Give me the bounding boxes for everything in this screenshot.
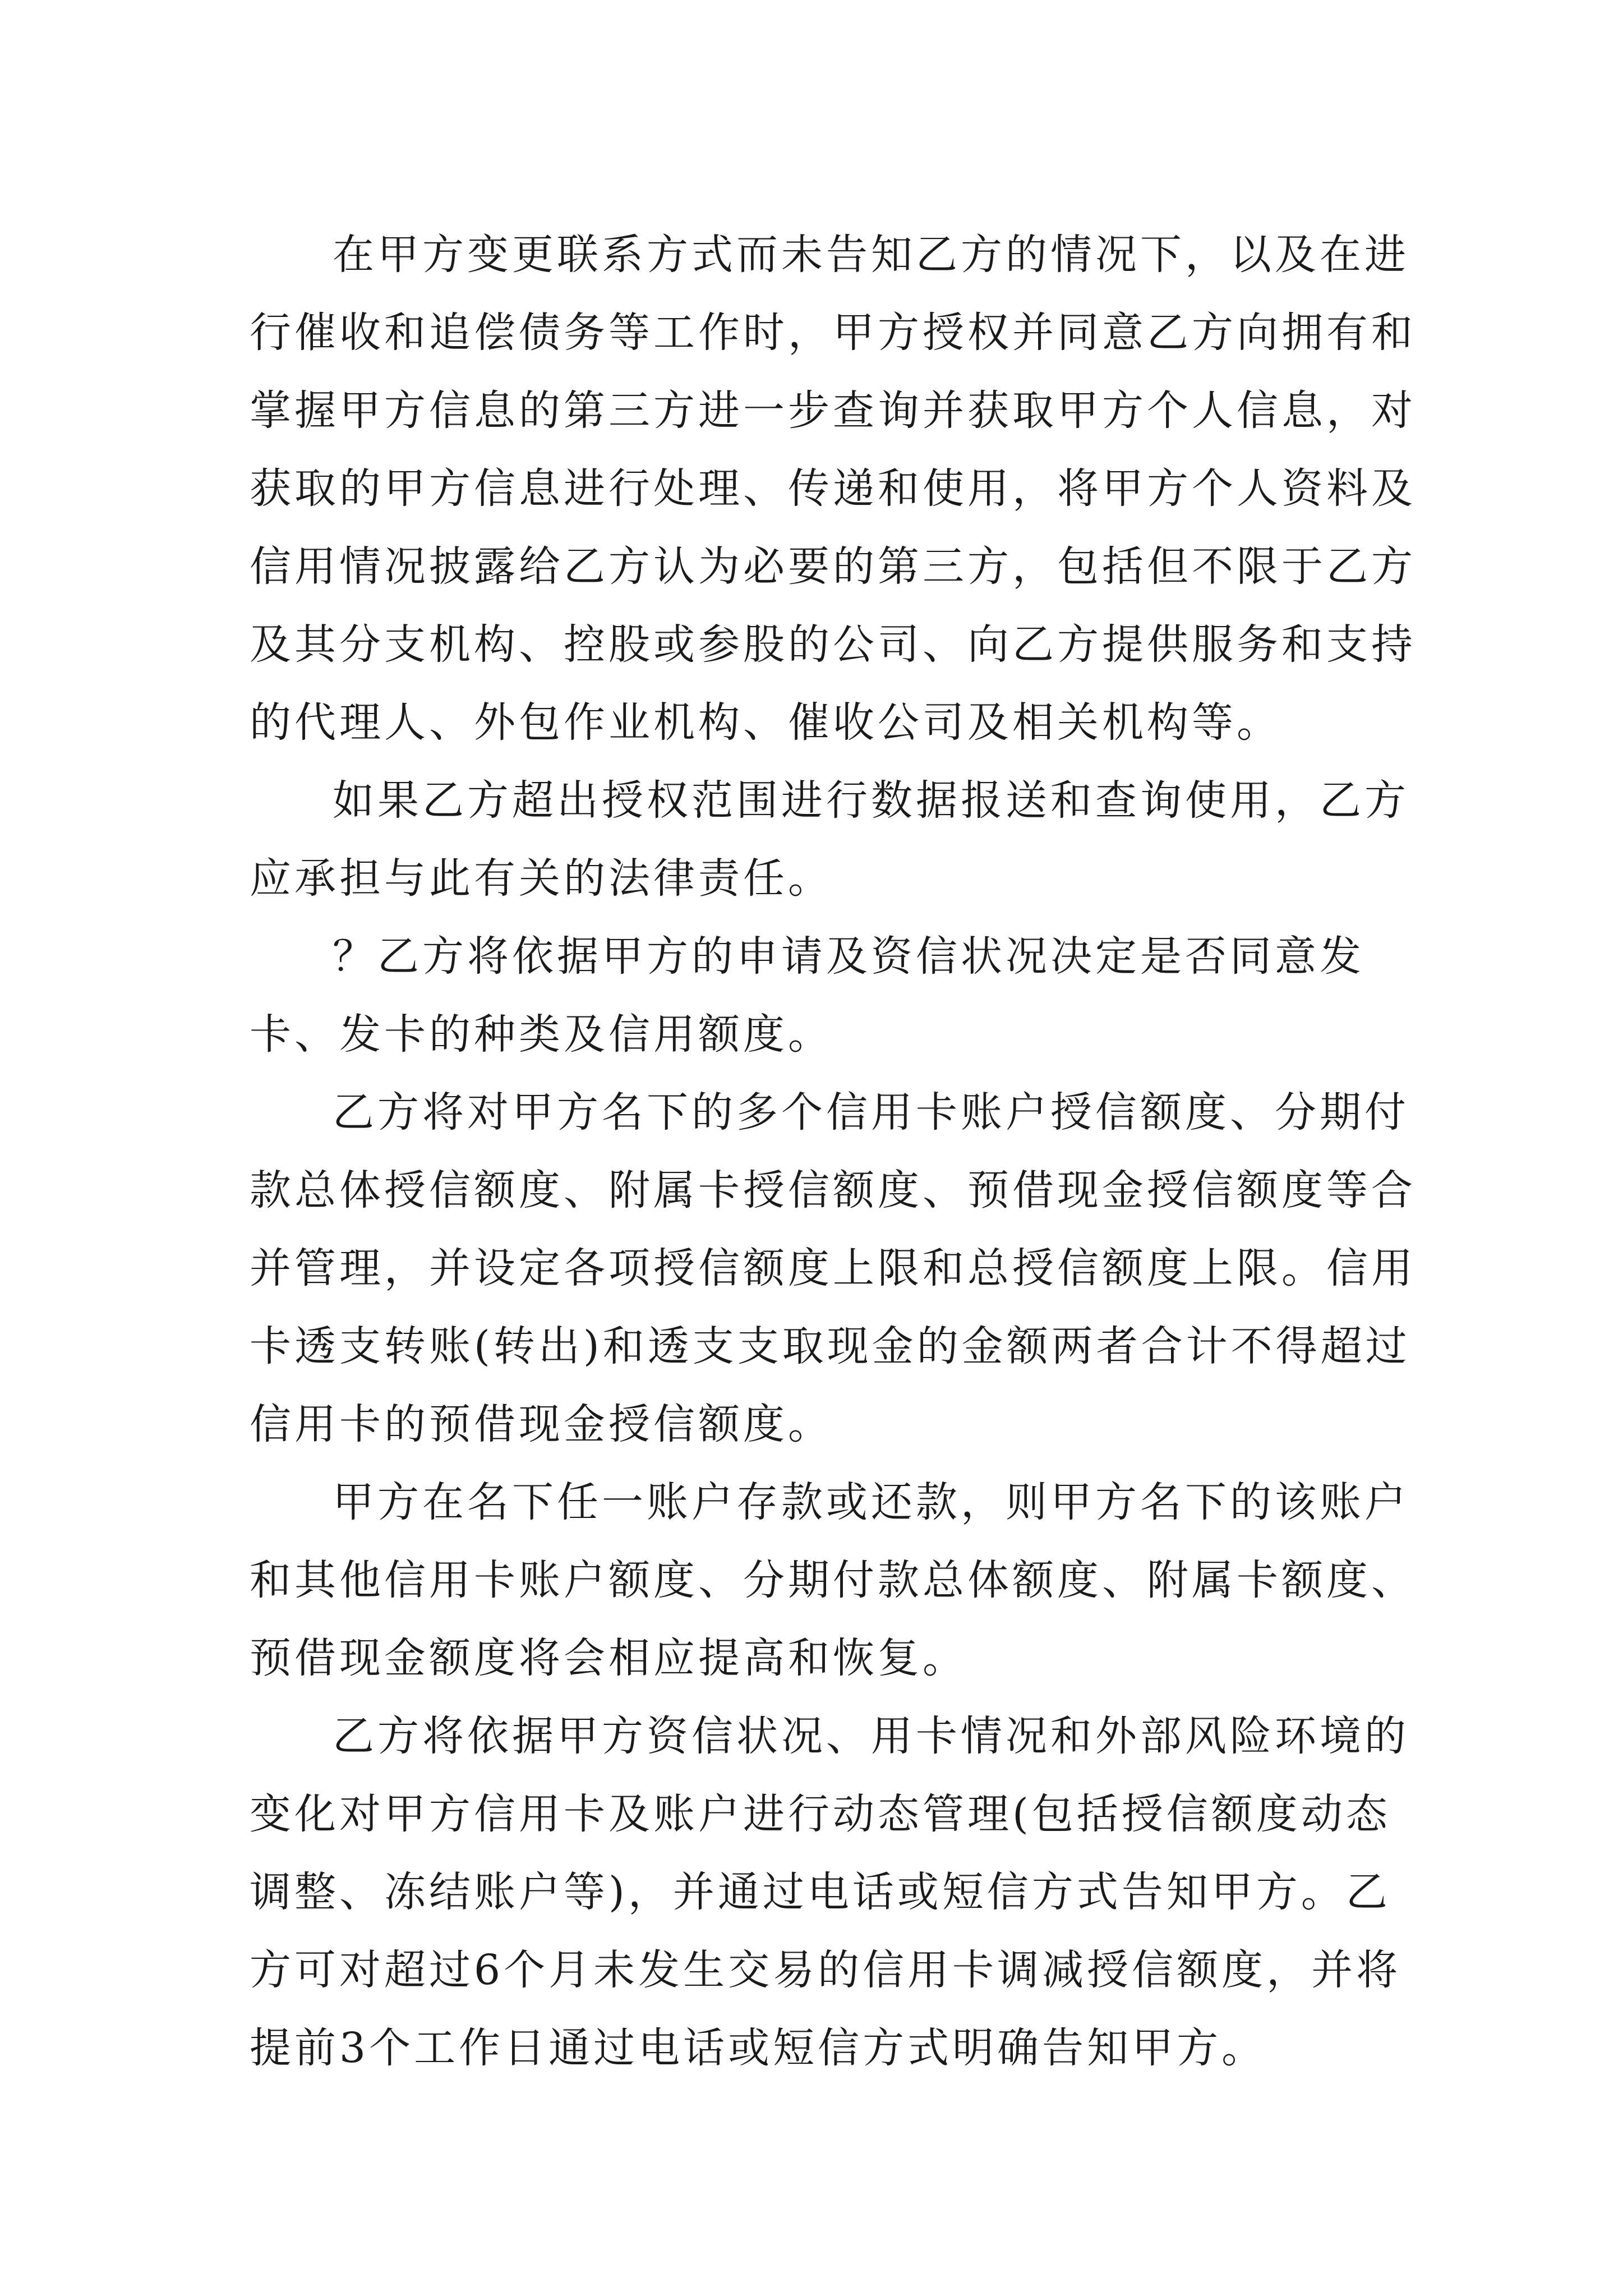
text-line: 款总体授信额度、附属卡授信额度、预借现金授信额度等合 — [250, 1166, 1416, 1214]
text-line: 应承担与此有关的法律责任。 — [250, 854, 833, 903]
paragraph-limit-restoration — [250, 1464, 1416, 1697]
text-line: 卡、发卡的种类及信用额度。 — [250, 1010, 833, 1059]
text-line: 并管理，并设定各项授信额度上限和总授信额度上限。信用 — [250, 1244, 1416, 1292]
text-line: 和其他信用卡账户额度、分期付款总体额度、附属卡额度、 — [250, 1556, 1416, 1604]
text-line: 的代理人、外包作业机构、催收公司及相关机构等。 — [250, 698, 1281, 747]
text-line: 行催收和追偿债务等工作时，甲方授权并同意乙方向拥有和 — [250, 309, 1416, 357]
text-line: 乙方将依据甲方资信状况、用卡情况和外部风险环境的 — [333, 1712, 1409, 1760]
document-body — [250, 216, 1416, 2087]
text-line: 变化对甲方信用卡及账户进行动态管理(包括授信额度动态 — [250, 1790, 1391, 1838]
text-line: 卡透支转账(转出)和透支支取现金的金额两者合计不得超过 — [250, 1322, 1410, 1370]
text-line: 及其分支机构、控股或参股的公司、向乙方提供服务和支持 — [250, 620, 1416, 669]
paragraph-legal-liability — [250, 762, 1409, 918]
text-line: ？乙方将依据甲方的申请及资信状况决定是否同意发 — [333, 932, 1364, 981]
text-line: 调整、冻结账户等)，并通过电话或短信方式告知甲方。乙 — [250, 1868, 1391, 1916]
text-line: 信用卡的预借现金授信额度。 — [250, 1400, 833, 1448]
text-line: 提前3个工作日通过电话或短信方式明确告知甲方。 — [250, 2024, 1267, 2072]
text-line: 甲方在名下任一账户存款或还款，则甲方名下的该账户 — [333, 1478, 1409, 1526]
text-line: 乙方将对甲方名下的多个信用卡账户授信额度、分期付 — [333, 1088, 1409, 1137]
text-line: 方可对超过6个月未发生交易的信用卡调减授信额度，并将 — [250, 1946, 1401, 1994]
paragraph-card-issuance — [250, 918, 1374, 1074]
paragraph-credit-limit-management — [250, 1074, 1416, 1464]
text-line: 获取的甲方信息进行处理、传递和使用，将甲方个人资料及 — [250, 464, 1416, 513]
text-line: 预借现金额度将会相应提高和恢复。 — [250, 1634, 967, 1682]
text-line: 信用情况披露给乙方认为必要的第三方，包括但不限于乙方 — [250, 542, 1416, 591]
text-line: 在甲方变更联系方式而未告知乙方的情况下，以及在进 — [333, 231, 1409, 279]
text-line: 掌握甲方信息的第三方进一步查询并获取甲方个人信息，对 — [250, 386, 1416, 435]
paragraph-dynamic-management — [250, 1697, 1409, 2087]
text-line: 如果乙方超出授权范围进行数据报送和查询使用，乙方 — [333, 776, 1409, 825]
paragraph-third-party-authorization — [250, 216, 1416, 762]
